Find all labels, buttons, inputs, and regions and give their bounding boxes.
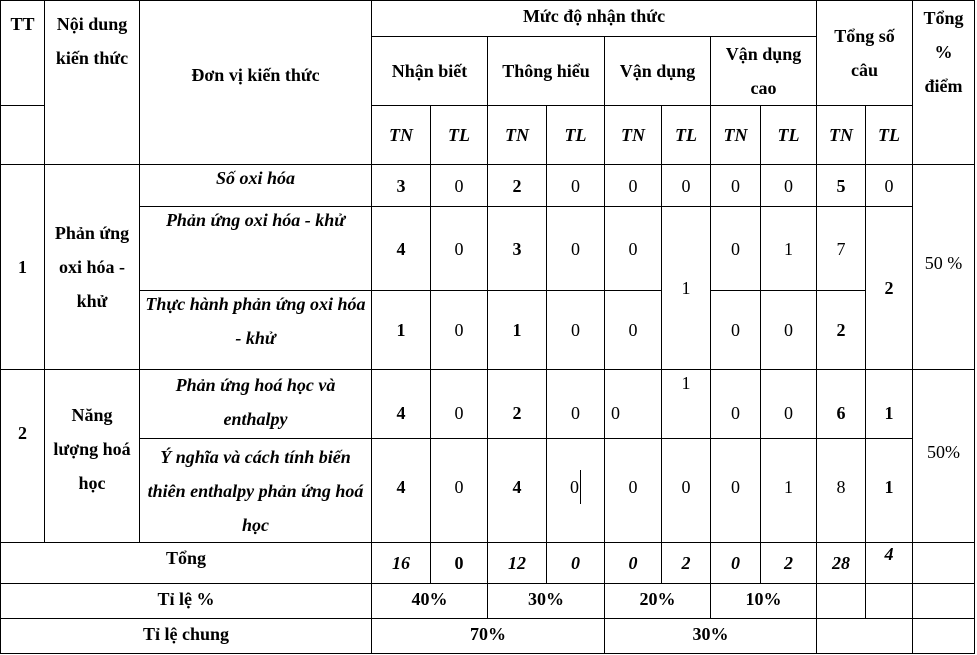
cell-value: 0: [711, 291, 761, 370]
cell-value: 0: [662, 165, 711, 207]
total-value: 28: [817, 543, 866, 584]
cell-value: 4: [372, 207, 431, 291]
cell-value: 4: [372, 370, 431, 439]
unit-name: Thực hành phản ứng oxi hóa - khử: [140, 291, 372, 370]
total-value: 16: [372, 543, 431, 584]
header-tn: TN: [711, 106, 761, 165]
cell-value: 0: [605, 439, 662, 543]
topic-1-tt: 1: [0, 165, 45, 370]
cell-value: 0: [711, 439, 761, 543]
cell-value: 1: [866, 439, 913, 543]
header-tl: TL: [547, 106, 605, 165]
header-noi-dung: Nội dung kiến thức: [45, 0, 140, 165]
merged-tong-tl: 2: [866, 207, 913, 370]
topic-2-percent: 50%: [913, 370, 975, 543]
ratio-general-value: 70%: [372, 619, 605, 654]
header-level-van-dung: Vận dụng: [605, 37, 711, 106]
cell-value: 0: [711, 165, 761, 207]
cell-value: 2: [488, 370, 547, 439]
cell-value: 0: [605, 207, 662, 291]
total-value: 2: [662, 543, 711, 584]
header-tt-blank: [0, 106, 45, 165]
header-level-nhan-biet: Nhận biết: [372, 37, 488, 106]
cell-value: 1: [761, 207, 817, 291]
cell-value: 0: [431, 291, 488, 370]
cell-value: 0: [431, 165, 488, 207]
header-tn: TN: [817, 106, 866, 165]
total-value: 0: [711, 543, 761, 584]
header-tl: TL: [662, 106, 711, 165]
cell-value: 2: [488, 165, 547, 207]
ratio-general-label: Tỉ lệ chung: [0, 619, 372, 654]
header-tl: TL: [431, 106, 488, 165]
cell-value: 0: [605, 165, 662, 207]
total-blank: [913, 543, 975, 584]
ratio-blank: [913, 584, 975, 619]
cell-value: 0: [605, 370, 662, 439]
cell-value: 0: [547, 370, 605, 439]
cell-value: 0: [761, 165, 817, 207]
unit-name: Ý nghĩa và cách tính biến thiên enthalpy phản ứng hoá học: [140, 439, 372, 543]
cell-value: 0: [761, 291, 817, 370]
cell-value: 4: [372, 439, 431, 543]
total-value: 12: [488, 543, 547, 584]
cell-value: 3: [372, 165, 431, 207]
cell-value: 0: [761, 370, 817, 439]
ratio-value: 30%: [488, 584, 605, 619]
cell-value: 0: [547, 291, 605, 370]
ratio-blank: [866, 584, 913, 619]
ratio-general-value: 30%: [605, 619, 817, 654]
header-tt: TT: [0, 0, 45, 106]
cell-value: 5: [817, 165, 866, 207]
cell-value: 0: [605, 291, 662, 370]
cell-value: 0: [662, 439, 711, 543]
cell-value: 2: [817, 291, 866, 370]
ratio-general-blank: [913, 619, 975, 654]
ratio-value: 20%: [605, 584, 711, 619]
total-value: 4: [866, 543, 913, 584]
header-don-vi: Đơn vị kiến thức: [140, 0, 372, 165]
cell-value: 1: [488, 291, 547, 370]
total-value: 2: [761, 543, 817, 584]
cell-value: 3: [488, 207, 547, 291]
header-tn: TN: [605, 106, 662, 165]
unit-name: Phản ứng hoá học và enthalpy: [140, 370, 372, 439]
header-tong-so-cau: Tổng số câu: [817, 0, 913, 106]
header-level-van-dung-cao: Vận dụng cao: [711, 37, 817, 106]
ratio-label: Tỉ lệ %: [0, 584, 372, 619]
total-value: 0: [431, 543, 488, 584]
header-muc-do: Mức độ nhận thức: [372, 0, 817, 37]
cell-value: 6: [817, 370, 866, 439]
header-tn: TN: [488, 106, 547, 165]
cell-value: 4: [488, 439, 547, 543]
cell-value: 7: [817, 207, 866, 291]
total-value: 0: [547, 543, 605, 584]
cell-value: 0: [866, 165, 913, 207]
cell-value: 1: [761, 439, 817, 543]
ratio-general-blank: [817, 619, 913, 654]
cell-value: 0: [711, 370, 761, 439]
cell-value: 0: [547, 207, 605, 291]
topic-2-name: Năng lượng hoá học: [45, 370, 140, 543]
cell-value: 1: [372, 291, 431, 370]
unit-name: Số oxi hóa: [140, 165, 372, 207]
cell-value: 0: [431, 439, 488, 543]
header-tl: TL: [761, 106, 817, 165]
totals-label: Tổng: [0, 543, 372, 584]
topic-2-tt: 2: [0, 370, 45, 543]
cell-value: 0: [431, 370, 488, 439]
cell-value: 8: [817, 439, 866, 543]
ratio-blank: [817, 584, 866, 619]
cell-value: 0: [547, 439, 605, 543]
header-tong-diem: Tổng % điểm: [913, 0, 975, 165]
ratio-value: 40%: [372, 584, 488, 619]
cell-value: 1: [662, 370, 711, 439]
unit-name: Phản ứng oxi hóa - khử: [140, 207, 372, 291]
cell-value: 0: [711, 207, 761, 291]
topic-1-name: Phản ứng oxi hóa - khử: [45, 165, 140, 370]
ratio-value: 10%: [711, 584, 817, 619]
merged-van-dung-tl: 1: [662, 207, 711, 370]
cell-value: 0: [547, 165, 605, 207]
topic-1-percent: 50 %: [913, 165, 975, 370]
total-value: 0: [605, 543, 662, 584]
cell-value: 1: [866, 370, 913, 439]
cell-value: 0: [431, 207, 488, 291]
header-tl: TL: [866, 106, 913, 165]
header-level-thong-hieu: Thông hiểu: [488, 37, 605, 106]
header-tn: TN: [372, 106, 431, 165]
